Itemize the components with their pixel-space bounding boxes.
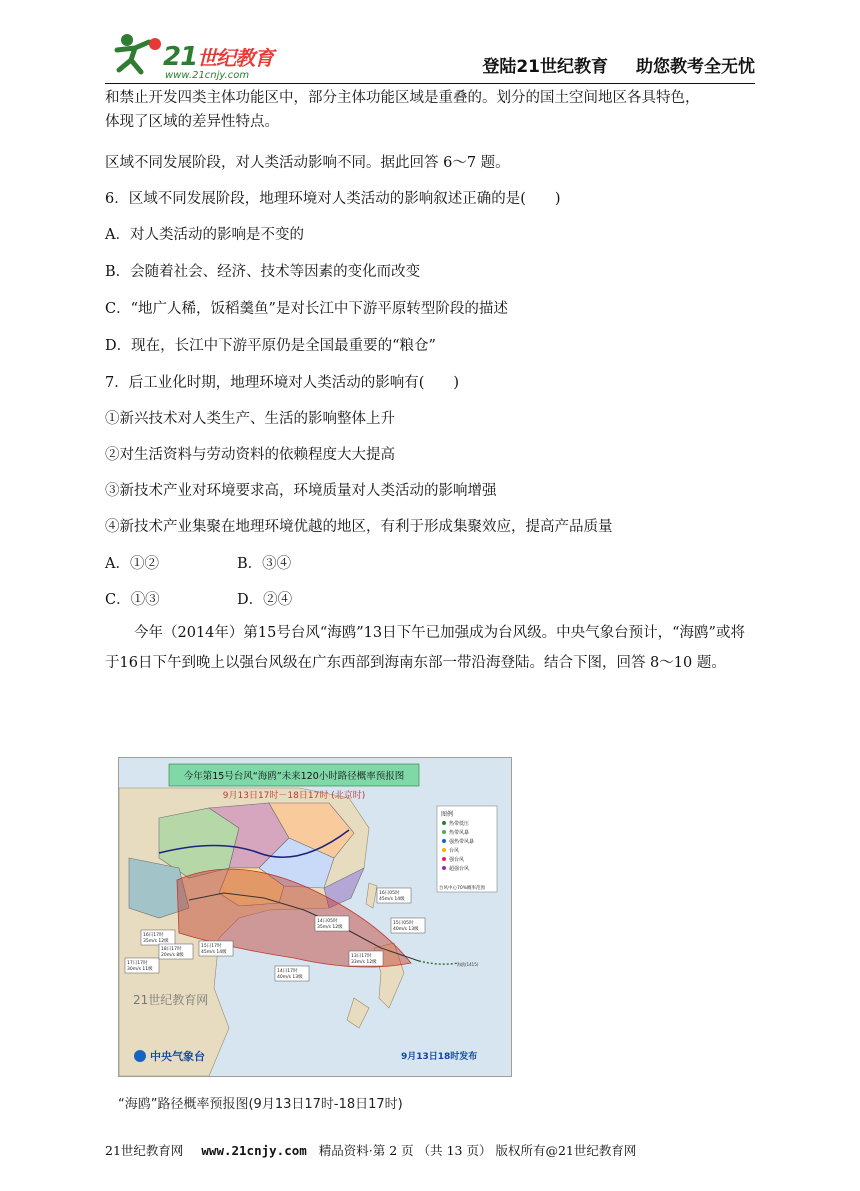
figure-caption: “海鸥”路径概率预报图(9月13日17时-18日17时) [118,1097,403,1112]
forecast-label [315,916,349,931]
map-issued: 9月13日18时发布 [401,1052,478,1062]
q7-statement-3: ③新技术产业对环境要求高，环境质量对人类活动的影响增强 [105,483,497,499]
footer-page-info: 精品资料·第 2 页 （共 13 页） 版权所有@21世纪教育网 [318,1143,637,1158]
page-header [105,30,755,84]
svg-text:台风中心70%概率范围: 台风中心70%概率范围 [439,886,486,891]
forecast-label [159,944,193,959]
svg-text:45m/s 14级: 45m/s 14级 [201,950,227,955]
q6-option-d: D．现在，长江中下游平原仍是全国最重要的“粮仓” [105,338,436,354]
cma-logo-icon [134,1050,146,1062]
legend-item: 热带低压 [449,821,470,827]
site-logo[interactable] [105,30,305,80]
legend-item: 台风 [449,848,460,854]
map-watermark: 21世纪教育网 [133,993,209,1007]
q7-option-a: A．①② [105,556,159,572]
svg-text:13日17时: 13日17时 [351,954,372,959]
q7-statement-2: ②对生活资料与劳动资料的依赖程度大大提高 [105,447,395,463]
svg-text:18日17时: 18日17时 [161,947,182,952]
map-subtitle: 9月13日17时－18日17时 (北京时) [222,791,366,801]
footer-site: 21世纪教育网 [105,1143,184,1158]
header-divider [105,83,755,84]
q6-option-c: C．“地广人稀，饭稻羹鱼”是对长江中下游平原转型阶段的描述 [105,301,508,317]
svg-text:15日17时: 15日17时 [201,944,222,949]
svg-text:15日05时: 15日05时 [393,921,414,926]
legend-item: 热带风暴 [449,830,470,836]
svg-text:图例: 图例 [441,811,454,818]
q7-options-row-2 [105,582,755,618]
svg-text:17日17时: 17日17时 [127,961,148,966]
svg-text:16日05时: 16日05时 [379,891,400,896]
forecast-label [349,951,383,966]
svg-text:35m/s 12级: 35m/s 12级 [317,925,343,930]
forecast-label [377,888,411,903]
legend-marker [442,857,446,861]
legend-marker [442,839,446,843]
forecast-label [275,966,309,981]
legend-item: 强热带风暴 [449,839,475,845]
svg-text:45m/s 14级: 45m/s 14级 [379,897,405,902]
svg-text:33m/s 12级: 33m/s 12级 [351,960,377,965]
map-title: 今年第15号台风“海鸥”未来120小时路径概率预报图 [183,771,405,782]
typhoon-paragraph: 今年（2014年）第15号台风“海鸥”13日下午已加强成为台风级。中央气象台预计，“海鸥”或将于16日下午到晚上以强台风级在广东西部到海南东部一带沿海登陆。结合下图，回答 8～10 题。 [105,625,745,671]
q7-option-d: D．②④ [237,592,293,608]
svg-text:35m/s 12级: 35m/s 12级 [143,939,169,944]
svg-text:14日05时: 14日05时 [317,919,338,924]
map-agency: 中央气象台 [150,1050,205,1063]
paragraph-line: 体现了区域的差异性特点。 [105,114,279,130]
question-intro: 区域不同发展阶段，对人类活动影响不同。据此回答 6～7 题。 [105,155,510,171]
logo-url: www.21cnjy.com [165,70,250,81]
q7-statement-4: ④新技术产业集聚在地理环境优越的地区，有利于形成集聚效应，提高产品质量 [105,519,613,535]
svg-text:14日17时: 14日17时 [277,969,298,974]
legend-marker [442,830,446,834]
page-content [105,86,755,678]
q7-option-c: C．①③ [105,592,160,608]
runner-icon [105,30,165,80]
logo-wordmark: 21世纪教育 [163,42,274,72]
forecast-label [125,958,159,973]
svg-text:40m/s 13级: 40m/s 13级 [277,975,303,980]
legend-item: 超强台风 [449,866,470,872]
question-6: 6．区域不同发展阶段，地理环境对人类活动的影响叙述正确的是( ) [105,191,561,207]
storm-label: 海鸥(1415) [457,962,479,967]
svg-text:16日17时: 16日17时 [143,933,164,938]
q7-options-row-1 [105,546,755,582]
question-7: 7．后工业化时期，地理环境对人类活动的影响有( ) [105,375,460,391]
footer-url[interactable]: www.21cnjy.com [201,1143,307,1158]
q6-option-a: A．对人类活动的影响是不变的 [105,227,304,243]
q7-statement-1: ①新兴技术对人类生产、生活的影响整体上升 [105,411,395,427]
header-slogan: 登陆21世纪教育 助您教考全无忧 [482,57,755,77]
forecast-label [391,918,425,933]
typhoon-map [118,757,512,1077]
svg-text:40m/s 13级: 40m/s 13级 [393,927,419,932]
paragraph-line: 和禁止开发四类主体功能区中，部分主体功能区域是重叠的。划分的国土空间地区各具特色， [105,90,700,106]
forecast-label [141,930,175,945]
q7-option-b: B．③④ [237,556,292,572]
legend-marker [442,821,446,825]
legend-marker [442,848,446,852]
svg-text:30m/s 11级: 30m/s 11级 [127,967,153,972]
legend-item: 强台风 [449,857,465,863]
q6-option-b: B．会随着社会、经济、技术等因素的变化而改变 [105,264,421,280]
legend-marker [442,866,446,870]
page-footer [105,1141,636,1159]
map-legend [437,806,497,892]
svg-text:20m/s 8级: 20m/s 8级 [161,953,184,958]
forecast-label [199,941,233,956]
